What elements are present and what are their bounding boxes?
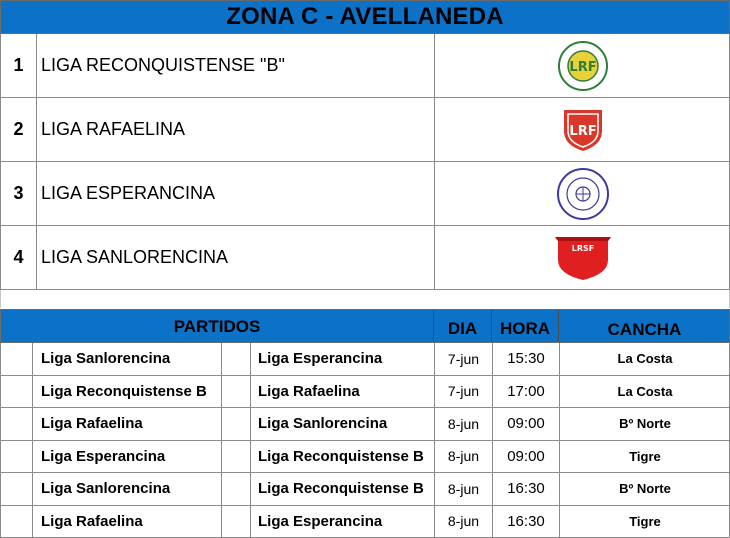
schedule-header — [0, 309, 730, 343]
lrsf-shield-icon — [553, 234, 613, 282]
vs-spacer — [221, 376, 251, 408]
table-row — [0, 376, 730, 409]
table-row — [0, 408, 730, 441]
home-team: Liga Sanlorencina — [41, 480, 171, 498]
team-number: 3 — [1, 162, 37, 225]
team-row — [0, 98, 730, 162]
vs-spacer — [221, 506, 251, 538]
team-logo-cell — [434, 162, 730, 225]
away-team: Liga Reconquistense B — [258, 447, 424, 465]
header-dia: DIA — [434, 310, 492, 342]
lrf-rafaela-shield-icon — [561, 107, 605, 153]
header-hora: HORA — [492, 310, 559, 342]
header-partidos: PARTIDOS — [1, 310, 434, 342]
team-number: 4 — [1, 226, 37, 289]
vs-spacer — [221, 441, 251, 473]
team-name: LIGA RECONQUISTENSE "B" — [41, 55, 285, 75]
team-row — [0, 226, 730, 290]
match-time: 09:00 — [492, 408, 559, 440]
logo-text: LRF — [568, 123, 597, 139]
away-team: Liga Esperancina — [258, 512, 383, 530]
match-day: 8-jun — [434, 506, 492, 538]
team-logo-cell — [434, 98, 730, 161]
team-name: LIGA SANLORENCINA — [41, 247, 229, 267]
home-team: Liga Rafaelina — [41, 415, 143, 433]
home-team: Liga Sanlorencina — [41, 350, 171, 368]
team-number: 2 — [1, 98, 37, 161]
team-name: LIGA RAFAELINA — [41, 119, 186, 139]
team-logo-cell — [434, 226, 730, 289]
match-venue: Tigre — [559, 506, 730, 538]
row-spacer — [1, 408, 33, 440]
match-time: 16:30 — [492, 473, 559, 505]
logo-text: LRSF — [571, 243, 594, 253]
team-logo-cell — [434, 34, 730, 97]
match-time: 16:30 — [492, 506, 559, 538]
match-venue: La Costa — [559, 343, 730, 375]
liga-esperancina-logo-icon — [556, 167, 610, 221]
match-venue: Tigre — [559, 441, 730, 473]
team-number: 1 — [1, 34, 37, 97]
team-row — [0, 162, 730, 226]
match-day: 8-jun — [434, 473, 492, 505]
match-venue: La Costa — [559, 376, 730, 408]
table-gap — [0, 290, 730, 308]
match-time: 09:00 — [492, 441, 559, 473]
vs-spacer — [221, 473, 251, 505]
match-day: 8-jun — [434, 441, 492, 473]
match-day: 7-jun — [434, 376, 492, 408]
row-spacer — [1, 473, 33, 505]
table-row — [0, 473, 730, 506]
match-venue: Bº Norte — [559, 408, 730, 440]
match-time: 17:00 — [492, 376, 559, 408]
lrf-reconquista-logo-icon — [557, 40, 609, 92]
vs-spacer — [221, 408, 251, 440]
vs-spacer — [221, 343, 251, 375]
zone-title: ZONA C - AVELLANEDA — [0, 0, 730, 34]
match-time: 15:30 — [492, 343, 559, 375]
away-team: Liga Rafaelina — [258, 382, 360, 400]
team-row — [0, 34, 730, 98]
match-day: 8-jun — [434, 408, 492, 440]
row-spacer — [1, 441, 33, 473]
away-team: Liga Esperancina — [258, 350, 383, 368]
match-day: 7-jun — [434, 343, 492, 375]
away-team: Liga Sanlorencina — [258, 415, 388, 433]
match-venue: Bº Norte — [559, 473, 730, 505]
home-team: Liga Esperancina — [41, 447, 166, 465]
header-cancha: CANCHA — [607, 320, 682, 339]
home-team: Liga Reconquistense B — [41, 382, 207, 400]
table-row — [0, 343, 730, 376]
row-spacer — [1, 376, 33, 408]
row-spacer — [1, 343, 33, 375]
row-spacer — [1, 506, 33, 538]
table-row — [0, 506, 730, 538]
table-row — [0, 441, 730, 474]
team-name: LIGA ESPERANCINA — [41, 183, 216, 203]
home-team: Liga Rafaelina — [41, 512, 143, 530]
logo-text: LRF — [568, 59, 597, 75]
away-team: Liga Reconquistense B — [258, 480, 424, 498]
